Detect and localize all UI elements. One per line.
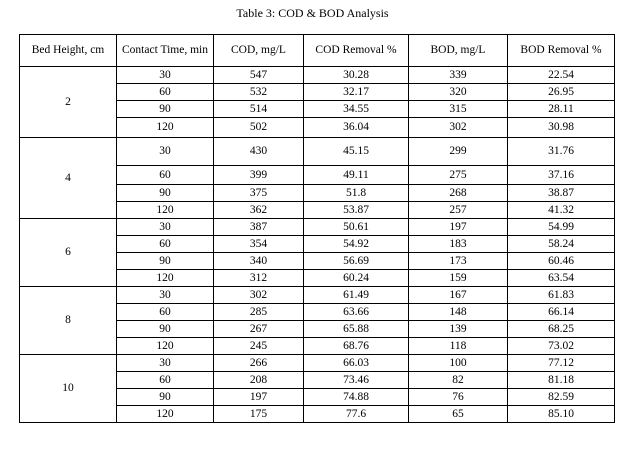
cell-contact-time: 30: [117, 355, 214, 372]
cell-bod: 173: [409, 253, 508, 270]
cell-contact-time: 90: [117, 321, 214, 338]
cell-bod: 100: [409, 355, 508, 372]
cell-cod-removal: 61.49: [304, 287, 409, 304]
cell-bod: 320: [409, 84, 508, 101]
cell-contact-time: 120: [117, 202, 214, 219]
table-body: [20, 67, 615, 423]
cell-bod-removal: 54.99: [508, 219, 615, 236]
table-row: [20, 67, 615, 84]
cell-bod: 299: [409, 138, 508, 166]
cell-bod-removal: 61.83: [508, 287, 615, 304]
cell-bod: 339: [409, 67, 508, 84]
cell-contact-time: 60: [117, 236, 214, 253]
cell-bod-removal: 77.12: [508, 355, 615, 372]
cell-bod: 76: [409, 389, 508, 406]
cell-cod-removal: 45.15: [304, 138, 409, 166]
cell-cod: 267: [214, 321, 304, 338]
cell-cod: 302: [214, 287, 304, 304]
header-bed-height: Bed Height, cm: [20, 35, 117, 67]
header-row: [20, 35, 615, 67]
cell-cod-removal: 74.88: [304, 389, 409, 406]
cell-contact-time: 60: [117, 166, 214, 185]
cell-bed-height: 10: [20, 355, 117, 423]
table-row: [20, 219, 615, 236]
cell-contact-time: 120: [117, 270, 214, 287]
cell-bod-removal: 73.02: [508, 338, 615, 355]
cell-cod: 245: [214, 338, 304, 355]
cell-contact-time: 30: [117, 67, 214, 84]
cell-cod: 354: [214, 236, 304, 253]
cod-bod-table: [19, 34, 615, 423]
cell-cod-removal: 68.76: [304, 338, 409, 355]
cell-bod: 302: [409, 118, 508, 138]
cell-cod: 340: [214, 253, 304, 270]
cell-cod: 502: [214, 118, 304, 138]
cell-contact-time: 60: [117, 84, 214, 101]
cell-cod: 532: [214, 84, 304, 101]
cell-bod: 315: [409, 101, 508, 118]
cell-bod: 275: [409, 166, 508, 185]
cell-cod: 547: [214, 67, 304, 84]
cell-bod: 257: [409, 202, 508, 219]
table-row: [20, 355, 615, 372]
cell-bod: 118: [409, 338, 508, 355]
cell-bod-removal: 30.98: [508, 118, 615, 138]
header-contact-time: Contact Time, min: [117, 35, 214, 67]
header-bod-removal: BOD Removal %: [508, 35, 615, 67]
cell-cod-removal: 32.17: [304, 84, 409, 101]
cell-contact-time: 60: [117, 304, 214, 321]
cell-cod-removal: 50.61: [304, 219, 409, 236]
cell-bod-removal: 66.14: [508, 304, 615, 321]
cell-bod: 82: [409, 372, 508, 389]
cell-cod: 208: [214, 372, 304, 389]
cell-bed-height: 6: [20, 219, 117, 287]
cell-bod: 268: [409, 185, 508, 202]
cell-contact-time: 60: [117, 372, 214, 389]
cell-contact-time: 90: [117, 389, 214, 406]
cell-contact-time: 90: [117, 101, 214, 118]
table-row: [20, 287, 615, 304]
cell-bod: 148: [409, 304, 508, 321]
header-cod-removal: COD Removal %: [304, 35, 409, 67]
table-row: [20, 138, 615, 166]
header-bod: BOD, mg/L: [409, 35, 508, 67]
cell-cod-removal: 77.6: [304, 406, 409, 423]
cell-cod: 312: [214, 270, 304, 287]
cell-bod-removal: 60.46: [508, 253, 615, 270]
cell-bod-removal: 85.10: [508, 406, 615, 423]
cell-bed-height: 2: [20, 67, 117, 138]
cell-contact-time: 120: [117, 406, 214, 423]
cell-bod-removal: 37.16: [508, 166, 615, 185]
cell-bod: 65: [409, 406, 508, 423]
cell-cod-removal: 34.55: [304, 101, 409, 118]
cell-bod-removal: 68.25: [508, 321, 615, 338]
cell-contact-time: 120: [117, 118, 214, 138]
cell-contact-time: 30: [117, 138, 214, 166]
cell-cod: 362: [214, 202, 304, 219]
cell-bod: 159: [409, 270, 508, 287]
table-caption: Table 3: COD & BOD Analysis: [236, 6, 389, 20]
cell-cod: 514: [214, 101, 304, 118]
cell-contact-time: 30: [117, 219, 214, 236]
cell-cod-removal: 54.92: [304, 236, 409, 253]
cell-bed-height: 8: [20, 287, 117, 355]
cell-cod-removal: 56.69: [304, 253, 409, 270]
cell-bod-removal: 58.24: [508, 236, 615, 253]
cell-bod-removal: 28.11: [508, 101, 615, 118]
cell-cod: 375: [214, 185, 304, 202]
cell-cod-removal: 49.11: [304, 166, 409, 185]
cell-cod-removal: 51.8: [304, 185, 409, 202]
cell-bod: 167: [409, 287, 508, 304]
cell-cod: 387: [214, 219, 304, 236]
cell-cod-removal: 63.66: [304, 304, 409, 321]
cell-bod: 197: [409, 219, 508, 236]
cell-cod-removal: 73.46: [304, 372, 409, 389]
cell-cod: 430: [214, 138, 304, 166]
cell-bod: 139: [409, 321, 508, 338]
cell-bod-removal: 81.18: [508, 372, 615, 389]
cell-cod: 399: [214, 166, 304, 185]
cell-bod: 183: [409, 236, 508, 253]
cell-cod: 285: [214, 304, 304, 321]
cell-cod-removal: 60.24: [304, 270, 409, 287]
cell-bod-removal: 82.59: [508, 389, 615, 406]
cell-cod-removal: 66.03: [304, 355, 409, 372]
cell-bed-height: 4: [20, 138, 117, 219]
cell-bod-removal: 41.32: [508, 202, 615, 219]
cell-bod-removal: 26.95: [508, 84, 615, 101]
cell-contact-time: 90: [117, 185, 214, 202]
cell-cod-removal: 65.88: [304, 321, 409, 338]
cell-contact-time: 30: [117, 287, 214, 304]
cell-cod: 266: [214, 355, 304, 372]
cell-cod-removal: 53.87: [304, 202, 409, 219]
cell-bod-removal: 31.76: [508, 138, 615, 166]
cell-contact-time: 120: [117, 338, 214, 355]
cell-cod-removal: 30.28: [304, 67, 409, 84]
cell-contact-time: 90: [117, 253, 214, 270]
cell-cod-removal: 36.04: [304, 118, 409, 138]
cell-bod-removal: 63.54: [508, 270, 615, 287]
cell-cod: 175: [214, 406, 304, 423]
cell-bod-removal: 38.87: [508, 185, 615, 202]
cell-bod-removal: 22.54: [508, 67, 615, 84]
cell-cod: 197: [214, 389, 304, 406]
header-cod: COD, mg/L: [214, 35, 304, 67]
